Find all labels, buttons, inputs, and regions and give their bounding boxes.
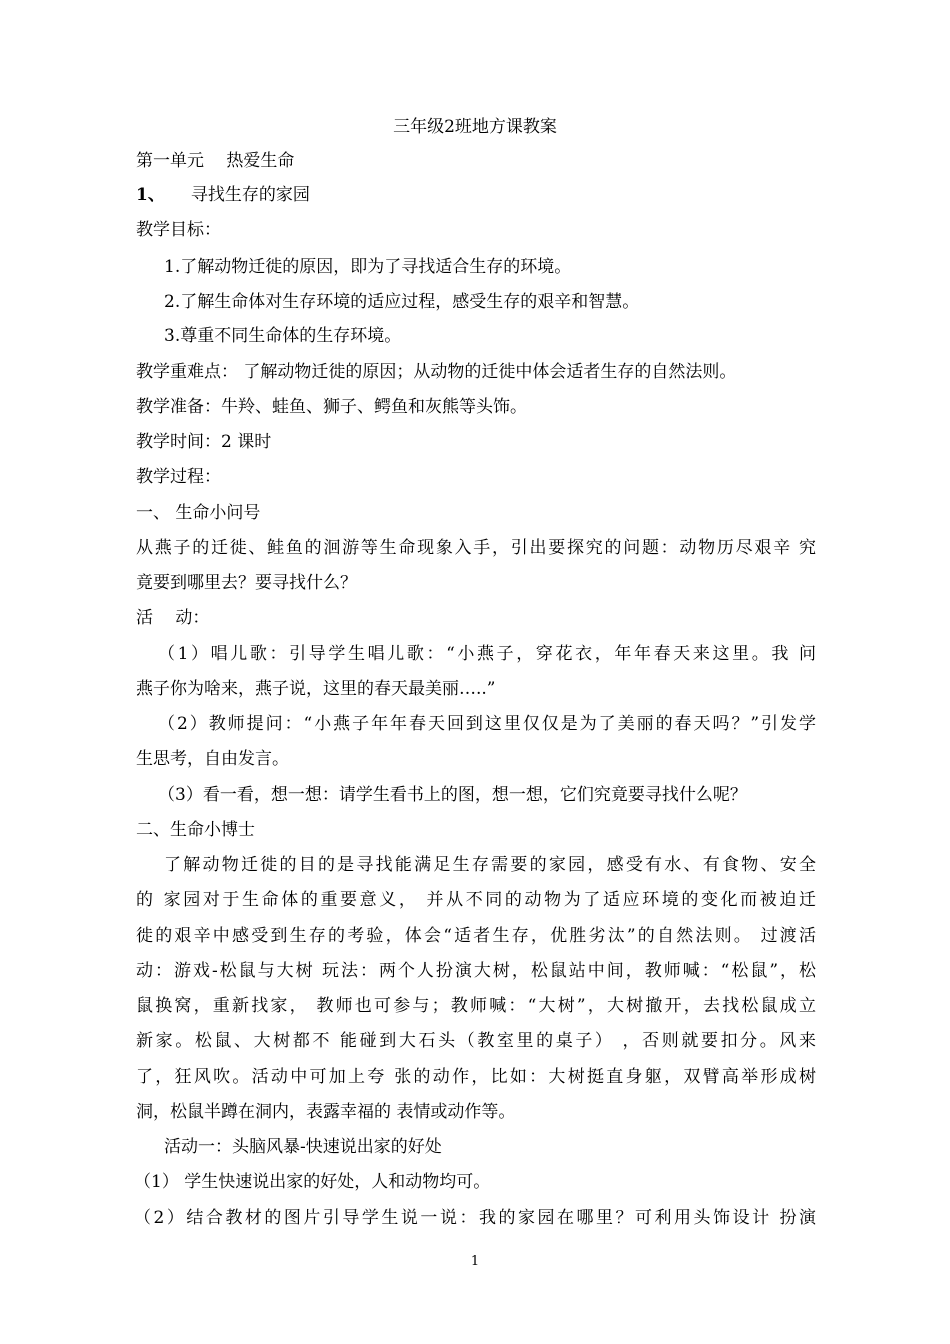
section-2-paragraph-line: 了解动物迁徙的目的是寻找能满足生存需要的家园，感受有水、有食物、安全: [164, 855, 816, 875]
activity-label: 活 动：: [136, 608, 210, 628]
activity-item: 燕子你为啥来，燕子说，这里的春天最美丽…..”: [136, 679, 496, 699]
section-2-paragraph-line: 动：游戏-松鼠与大树 玩法：两个人扮演大树，松鼠站中间，教师喊：“松鼠”，松: [136, 961, 816, 981]
activity-1-item: （1） 学生快速说出家的好处，人和动物均可。: [134, 1172, 491, 1192]
goal-item: 2.了解生命体对生存环境的适应过程，感受生存的艰辛和智慧。: [164, 292, 640, 312]
goal-item: 3.尊重不同生命体的生存环境。: [164, 326, 402, 346]
activity-item: （1）唱儿歌：引导学生唱儿歌：“小燕子，穿花衣，年年春天来这里。我 问: [158, 644, 816, 664]
goal-item: 1.了解动物迁徙的原因，即为了寻找适合生存的环境。: [164, 257, 572, 277]
activity-1-title: 活动一：头脑风暴-快速说出家的好处: [164, 1137, 442, 1157]
unit-heading: 第一单元 热爱生命: [136, 151, 295, 171]
activity-item: （2）教师提问：“小燕子年年春天回到这里仅仅是为了美丽的春天吗？”引发学: [158, 714, 816, 734]
section-2-paragraph-line: 鼠换窝，重新找家， 教师也可参与；教师喊：“大树”，大树撤开，去找松鼠成立: [136, 996, 816, 1016]
lesson-title: 寻找生存的家园: [190, 185, 310, 205]
teaching-time: 教学时间：2 课时: [136, 432, 272, 452]
process-label: 教学过程：: [136, 467, 221, 487]
preparation: 教学准备：牛羚、蛙鱼、狮子、鳄鱼和灰熊等头饰。: [136, 397, 527, 417]
document-title: 三年级2班地方课教案: [393, 117, 557, 137]
goals-label: 教学目标：: [136, 220, 221, 240]
section-2-paragraph-line: 徙的艰辛中感受到生存的考验，体会“适者生存，优胜劣汰”的自然法则。 过渡活: [136, 926, 816, 946]
lesson-number: 1、: [136, 185, 165, 205]
page-number: 1: [470, 1254, 480, 1269]
section-2-title: 二、生命小博士: [136, 820, 255, 840]
activity-1-item: （2）结合教材的图片引导学生说一说：我的家园在哪里？可利用头饰设计 扮演: [134, 1208, 816, 1228]
section-2-paragraph-line: 新家。松鼠、大树都不 能碰到大石头（教室里的桌子） ，否则就要扣分。风来: [136, 1031, 816, 1051]
lesson-heading: [136, 184, 816, 206]
section-2-paragraph-line: 的 家园对于生命体的重要意义， 并从不同的动物为了适应环境的变化而被迫迁: [136, 890, 816, 910]
section-1-intro: 从燕子的迁徙、鲑鱼的洄游等生命现象入手，引出要探究的问题：动物历尽艰辛 究: [136, 538, 816, 558]
key-points: 教学重难点： 了解动物迁徙的原因；从动物的迁徙中体会适者生存的自然法则。: [136, 362, 737, 382]
section-1-title: 一、 生命小问号: [136, 503, 261, 523]
activity-item: （3）看一看，想一想：请学生看书上的图，想一想，它们究竟要寻找什么呢？: [158, 785, 747, 805]
section-1-intro: 竟要到哪里去？要寻找什么？: [136, 573, 357, 593]
section-2-paragraph-line: 洞，松鼠半蹲在洞内，表露幸福的 表情或动作等。: [136, 1102, 516, 1122]
section-2-paragraph-line: 了，狂风吹。活动中可加上夸 张的动作，比如：大树挺直身躯，双臂高举形成树: [136, 1067, 816, 1087]
activity-item: 生思考，自由发言。: [136, 749, 289, 769]
